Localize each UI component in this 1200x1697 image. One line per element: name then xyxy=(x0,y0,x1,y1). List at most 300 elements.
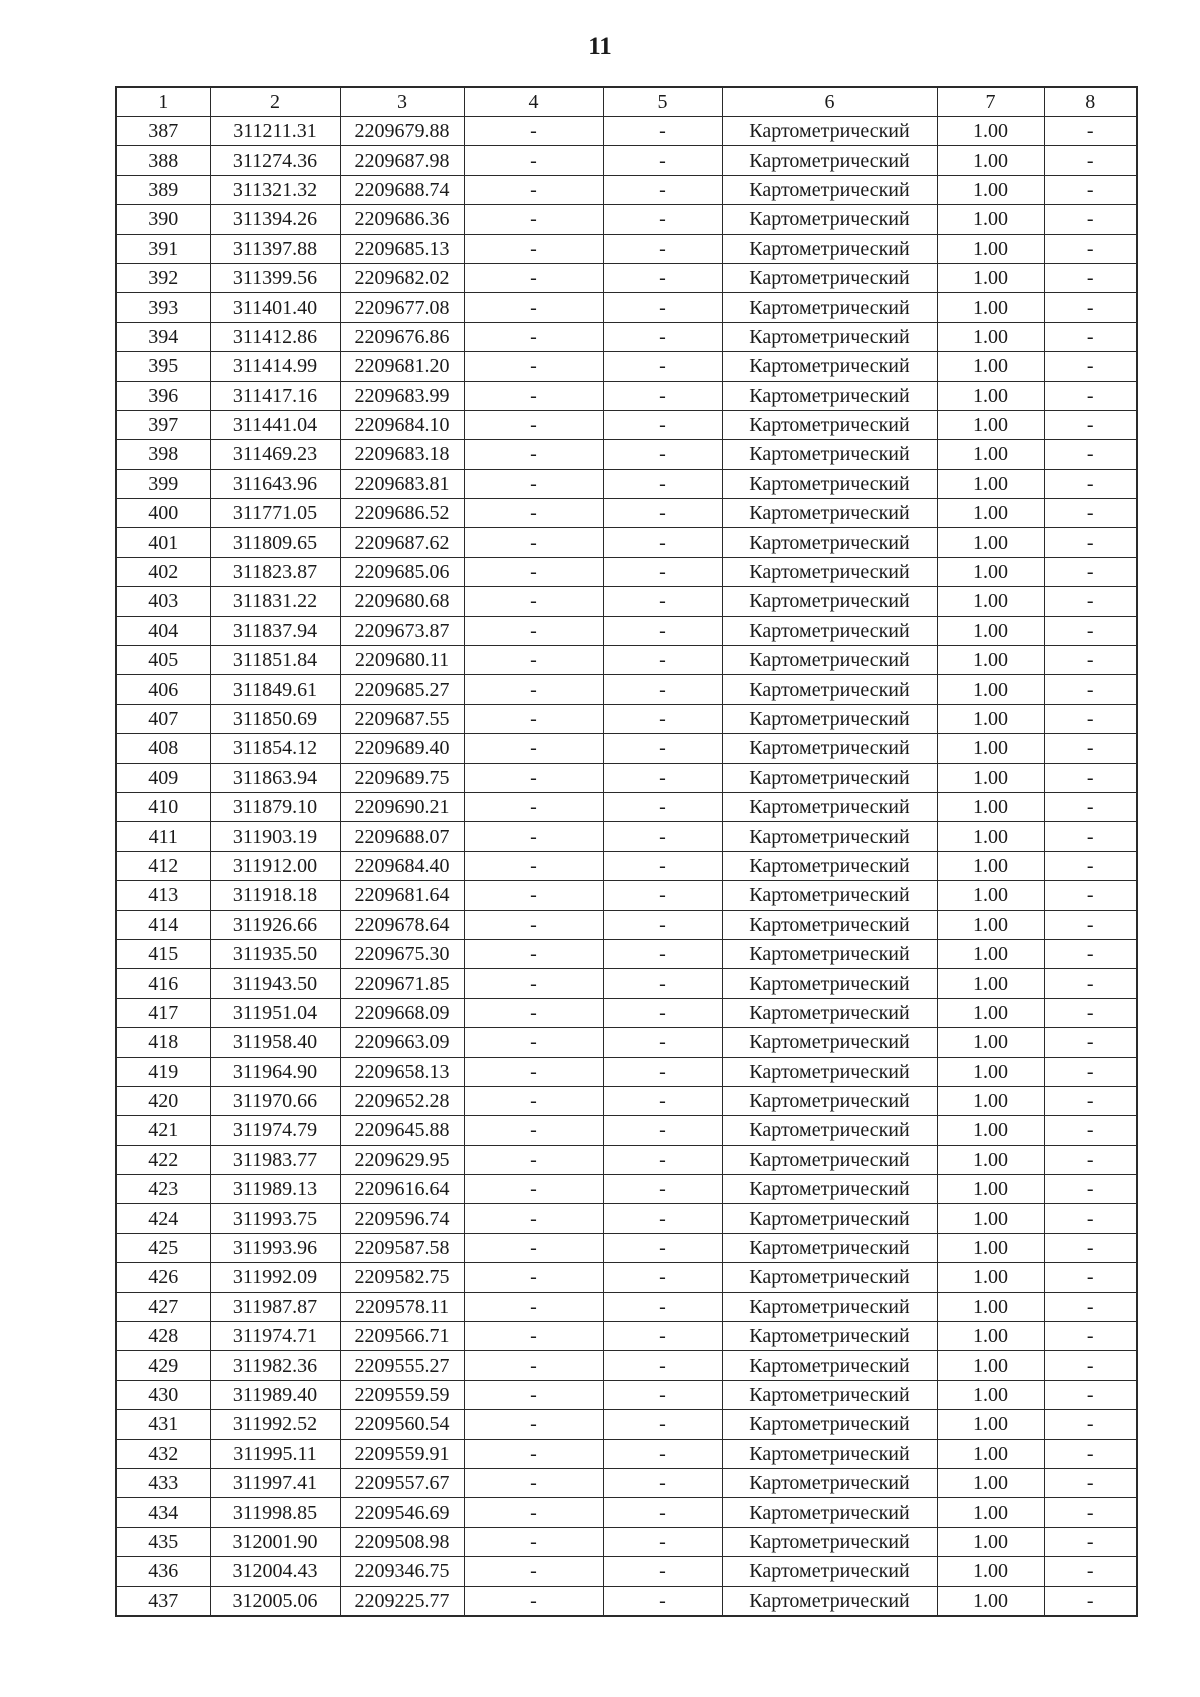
cell-method: Картометрический xyxy=(722,117,937,146)
cell-col-4: - xyxy=(464,881,603,910)
table-row xyxy=(116,352,1137,381)
cell-col-8: - xyxy=(1044,1028,1137,1057)
table-row xyxy=(116,293,1137,322)
cell-col-8: - xyxy=(1044,1498,1137,1527)
cell-col-4: - xyxy=(464,675,603,704)
cell-col-8: - xyxy=(1044,499,1137,528)
cell-col-8: - xyxy=(1044,763,1137,792)
cell-method: Картометрический xyxy=(722,1527,937,1556)
cell-method: Картометрический xyxy=(722,1468,937,1497)
cell-col-4: - xyxy=(464,440,603,469)
cell-x-coordinate: 311918.18 xyxy=(210,881,340,910)
cell-col-4: - xyxy=(464,322,603,351)
cell-col-5: - xyxy=(603,1204,722,1233)
cell-y-coordinate: 2209685.27 xyxy=(340,675,464,704)
cell-x-coordinate: 311417.16 xyxy=(210,381,340,410)
cell-method: Картометрический xyxy=(722,1204,937,1233)
cell-point-number: 425 xyxy=(116,1233,210,1262)
cell-col-5: - xyxy=(603,293,722,322)
cell-y-coordinate: 2209676.86 xyxy=(340,322,464,351)
cell-x-coordinate: 311998.85 xyxy=(210,1498,340,1527)
cell-y-coordinate: 2209671.85 xyxy=(340,969,464,998)
cell-accuracy: 1.00 xyxy=(937,939,1044,968)
cell-col-8: - xyxy=(1044,469,1137,498)
cell-x-coordinate: 311974.71 xyxy=(210,1322,340,1351)
cell-x-coordinate: 311982.36 xyxy=(210,1351,340,1380)
cell-x-coordinate: 311823.87 xyxy=(210,557,340,586)
cell-method: Картометрический xyxy=(722,146,937,175)
cell-col-5: - xyxy=(603,910,722,939)
cell-col-5: - xyxy=(603,1086,722,1115)
cell-col-8: - xyxy=(1044,704,1137,733)
table-row xyxy=(116,763,1137,792)
cell-point-number: 394 xyxy=(116,322,210,351)
cell-accuracy: 1.00 xyxy=(937,1439,1044,1468)
cell-y-coordinate: 2209690.21 xyxy=(340,792,464,821)
cell-col-4: - xyxy=(464,175,603,204)
cell-y-coordinate: 2209687.55 xyxy=(340,704,464,733)
cell-col-5: - xyxy=(603,410,722,439)
cell-method: Картометрический xyxy=(722,969,937,998)
cell-x-coordinate: 311771.05 xyxy=(210,499,340,528)
cell-accuracy: 1.00 xyxy=(937,1322,1044,1351)
cell-accuracy: 1.00 xyxy=(937,410,1044,439)
cell-col-8: - xyxy=(1044,881,1137,910)
cell-y-coordinate: 2209684.10 xyxy=(340,410,464,439)
column-header-2: 2 xyxy=(210,87,340,117)
cell-y-coordinate: 2209559.91 xyxy=(340,1439,464,1468)
cell-point-number: 414 xyxy=(116,910,210,939)
cell-y-coordinate: 2209681.20 xyxy=(340,352,464,381)
cell-col-8: - xyxy=(1044,1116,1137,1145)
cell-method: Картометрический xyxy=(722,763,937,792)
cell-col-8: - xyxy=(1044,293,1137,322)
cell-accuracy: 1.00 xyxy=(937,910,1044,939)
cell-y-coordinate: 2209557.67 xyxy=(340,1468,464,1497)
cell-col-5: - xyxy=(603,1292,722,1321)
cell-x-coordinate: 311809.65 xyxy=(210,528,340,557)
table-row xyxy=(116,263,1137,292)
table-row xyxy=(116,822,1137,851)
cell-x-coordinate: 311974.79 xyxy=(210,1116,340,1145)
cell-x-coordinate: 311441.04 xyxy=(210,410,340,439)
cell-x-coordinate: 312004.43 xyxy=(210,1557,340,1586)
page-number: 11 xyxy=(588,33,612,60)
cell-point-number: 421 xyxy=(116,1116,210,1145)
cell-point-number: 408 xyxy=(116,734,210,763)
cell-col-4: - xyxy=(464,763,603,792)
table-row xyxy=(116,969,1137,998)
cell-method: Картометрический xyxy=(722,1351,937,1380)
cell-col-4: - xyxy=(464,117,603,146)
cell-y-coordinate: 2209559.59 xyxy=(340,1380,464,1409)
cell-point-number: 422 xyxy=(116,1145,210,1174)
cell-x-coordinate: 311964.90 xyxy=(210,1057,340,1086)
cell-method: Картометрический xyxy=(722,1057,937,1086)
cell-point-number: 420 xyxy=(116,1086,210,1115)
cell-x-coordinate: 311993.96 xyxy=(210,1233,340,1262)
cell-method: Картометрический xyxy=(722,1116,937,1145)
cell-col-4: - xyxy=(464,1116,603,1145)
cell-col-5: - xyxy=(603,205,722,234)
cell-accuracy: 1.00 xyxy=(937,763,1044,792)
cell-x-coordinate: 311321.32 xyxy=(210,175,340,204)
cell-col-5: - xyxy=(603,1175,722,1204)
cell-col-8: - xyxy=(1044,440,1137,469)
table-row xyxy=(116,234,1137,263)
cell-col-5: - xyxy=(603,881,722,910)
table-row xyxy=(116,1468,1137,1497)
cell-x-coordinate: 311987.87 xyxy=(210,1292,340,1321)
table-row xyxy=(116,851,1137,880)
cell-accuracy: 1.00 xyxy=(937,1145,1044,1174)
cell-col-8: - xyxy=(1044,1557,1137,1586)
cell-y-coordinate: 2209687.62 xyxy=(340,528,464,557)
cell-y-coordinate: 2209546.69 xyxy=(340,1498,464,1527)
table-row xyxy=(116,734,1137,763)
cell-method: Картометрический xyxy=(722,1586,937,1616)
cell-accuracy: 1.00 xyxy=(937,1380,1044,1409)
cell-y-coordinate: 2209508.98 xyxy=(340,1527,464,1556)
cell-col-4: - xyxy=(464,293,603,322)
cell-method: Картометрический xyxy=(722,528,937,557)
cell-x-coordinate: 311851.84 xyxy=(210,646,340,675)
cell-y-coordinate: 2209686.52 xyxy=(340,499,464,528)
column-header-4: 4 xyxy=(464,87,603,117)
cell-method: Картометрический xyxy=(722,1322,937,1351)
table-row xyxy=(116,1586,1137,1616)
cell-x-coordinate: 311926.66 xyxy=(210,910,340,939)
cell-col-4: - xyxy=(464,969,603,998)
cell-y-coordinate: 2209346.75 xyxy=(340,1557,464,1586)
cell-col-4: - xyxy=(464,1028,603,1057)
cell-y-coordinate: 2209587.58 xyxy=(340,1233,464,1262)
cell-method: Картометрический xyxy=(722,1028,937,1057)
table-row xyxy=(116,1439,1137,1468)
cell-point-number: 399 xyxy=(116,469,210,498)
cell-col-4: - xyxy=(464,1263,603,1292)
cell-method: Картометрический xyxy=(722,1410,937,1439)
cell-accuracy: 1.00 xyxy=(937,1527,1044,1556)
cell-point-number: 396 xyxy=(116,381,210,410)
cell-col-4: - xyxy=(464,1233,603,1262)
cell-point-number: 397 xyxy=(116,410,210,439)
table-row xyxy=(116,1380,1137,1409)
cell-x-coordinate: 311414.99 xyxy=(210,352,340,381)
cell-col-8: - xyxy=(1044,1086,1137,1115)
cell-x-coordinate: 311401.40 xyxy=(210,293,340,322)
cell-y-coordinate: 2209578.11 xyxy=(340,1292,464,1321)
cell-col-8: - xyxy=(1044,234,1137,263)
cell-point-number: 393 xyxy=(116,293,210,322)
cell-method: Картометрический xyxy=(722,1498,937,1527)
cell-accuracy: 1.00 xyxy=(937,675,1044,704)
cell-point-number: 404 xyxy=(116,616,210,645)
cell-y-coordinate: 2209689.75 xyxy=(340,763,464,792)
cell-accuracy: 1.00 xyxy=(937,175,1044,204)
table-row xyxy=(116,646,1137,675)
cell-col-8: - xyxy=(1044,205,1137,234)
column-header-5: 5 xyxy=(603,87,722,117)
cell-method: Картометрический xyxy=(722,499,937,528)
table-row xyxy=(116,381,1137,410)
cell-accuracy: 1.00 xyxy=(937,1057,1044,1086)
cell-col-5: - xyxy=(603,528,722,557)
cell-y-coordinate: 2209683.18 xyxy=(340,440,464,469)
cell-col-5: - xyxy=(603,969,722,998)
cell-point-number: 410 xyxy=(116,792,210,821)
column-header-7: 7 xyxy=(937,87,1044,117)
cell-point-number: 402 xyxy=(116,557,210,586)
cell-y-coordinate: 2209678.64 xyxy=(340,910,464,939)
cell-x-coordinate: 311989.40 xyxy=(210,1380,340,1409)
cell-method: Картометрический xyxy=(722,352,937,381)
cell-x-coordinate: 311397.88 xyxy=(210,234,340,263)
cell-col-4: - xyxy=(464,1322,603,1351)
cell-point-number: 419 xyxy=(116,1057,210,1086)
cell-col-5: - xyxy=(603,675,722,704)
table-row xyxy=(116,1322,1137,1351)
cell-point-number: 405 xyxy=(116,646,210,675)
cell-x-coordinate: 311854.12 xyxy=(210,734,340,763)
cell-method: Картометрический xyxy=(722,1145,937,1174)
cell-col-4: - xyxy=(464,734,603,763)
cell-point-number: 409 xyxy=(116,763,210,792)
cell-y-coordinate: 2209645.88 xyxy=(340,1116,464,1145)
cell-accuracy: 1.00 xyxy=(937,234,1044,263)
cell-col-4: - xyxy=(464,939,603,968)
cell-method: Картометрический xyxy=(722,234,937,263)
cell-y-coordinate: 2209683.81 xyxy=(340,469,464,498)
cell-method: Картометрический xyxy=(722,1292,937,1321)
cell-col-4: - xyxy=(464,1586,603,1616)
cell-x-coordinate: 311849.61 xyxy=(210,675,340,704)
cell-x-coordinate: 312005.06 xyxy=(210,1586,340,1616)
cell-method: Картометрический xyxy=(722,910,937,939)
cell-col-5: - xyxy=(603,322,722,351)
cell-accuracy: 1.00 xyxy=(937,1204,1044,1233)
cell-accuracy: 1.00 xyxy=(937,499,1044,528)
cell-y-coordinate: 2209688.07 xyxy=(340,822,464,851)
cell-y-coordinate: 2209683.99 xyxy=(340,381,464,410)
cell-x-coordinate: 311211.31 xyxy=(210,117,340,146)
coordinates-table xyxy=(115,86,1138,1617)
cell-x-coordinate: 311989.13 xyxy=(210,1175,340,1204)
cell-point-number: 400 xyxy=(116,499,210,528)
cell-method: Картометрический xyxy=(722,792,937,821)
cell-y-coordinate: 2209687.98 xyxy=(340,146,464,175)
cell-accuracy: 1.00 xyxy=(937,587,1044,616)
column-header-8: 8 xyxy=(1044,87,1137,117)
cell-col-5: - xyxy=(603,557,722,586)
cell-accuracy: 1.00 xyxy=(937,1410,1044,1439)
cell-col-4: - xyxy=(464,1351,603,1380)
cell-col-4: - xyxy=(464,587,603,616)
cell-point-number: 412 xyxy=(116,851,210,880)
cell-accuracy: 1.00 xyxy=(937,352,1044,381)
cell-accuracy: 1.00 xyxy=(937,1028,1044,1057)
cell-point-number: 398 xyxy=(116,440,210,469)
cell-point-number: 435 xyxy=(116,1527,210,1556)
cell-point-number: 417 xyxy=(116,998,210,1027)
cell-col-5: - xyxy=(603,1557,722,1586)
cell-x-coordinate: 311995.11 xyxy=(210,1439,340,1468)
cell-point-number: 428 xyxy=(116,1322,210,1351)
cell-col-8: - xyxy=(1044,1263,1137,1292)
cell-accuracy: 1.00 xyxy=(937,1557,1044,1586)
cell-y-coordinate: 2209688.74 xyxy=(340,175,464,204)
cell-x-coordinate: 311863.94 xyxy=(210,763,340,792)
table-row xyxy=(116,1028,1137,1057)
table-row xyxy=(116,410,1137,439)
cell-accuracy: 1.00 xyxy=(937,1233,1044,1262)
cell-accuracy: 1.00 xyxy=(937,146,1044,175)
table-row xyxy=(116,587,1137,616)
cell-col-8: - xyxy=(1044,1322,1137,1351)
cell-method: Картометрический xyxy=(722,1380,937,1409)
cell-point-number: 431 xyxy=(116,1410,210,1439)
table-row xyxy=(116,440,1137,469)
table-row xyxy=(116,117,1137,146)
cell-col-8: - xyxy=(1044,263,1137,292)
cell-method: Картометрический xyxy=(722,734,937,763)
cell-col-5: - xyxy=(603,998,722,1027)
cell-col-5: - xyxy=(603,792,722,821)
cell-col-4: - xyxy=(464,1380,603,1409)
cell-y-coordinate: 2209566.71 xyxy=(340,1322,464,1351)
cell-col-4: - xyxy=(464,146,603,175)
cell-col-8: - xyxy=(1044,822,1137,851)
table-row xyxy=(116,1410,1137,1439)
cell-method: Картометрический xyxy=(722,851,937,880)
table-row xyxy=(116,616,1137,645)
cell-y-coordinate: 2209689.40 xyxy=(340,734,464,763)
cell-point-number: 416 xyxy=(116,969,210,998)
cell-col-8: - xyxy=(1044,1351,1137,1380)
cell-y-coordinate: 2209685.06 xyxy=(340,557,464,586)
cell-col-4: - xyxy=(464,1527,603,1556)
cell-point-number: 389 xyxy=(116,175,210,204)
cell-col-4: - xyxy=(464,1204,603,1233)
cell-point-number: 403 xyxy=(116,587,210,616)
cell-accuracy: 1.00 xyxy=(937,851,1044,880)
cell-point-number: 387 xyxy=(116,117,210,146)
cell-col-4: - xyxy=(464,1468,603,1497)
cell-x-coordinate: 311274.36 xyxy=(210,146,340,175)
cell-col-8: - xyxy=(1044,587,1137,616)
cell-point-number: 437 xyxy=(116,1586,210,1616)
cell-accuracy: 1.00 xyxy=(937,263,1044,292)
cell-x-coordinate: 311993.75 xyxy=(210,1204,340,1233)
cell-col-5: - xyxy=(603,263,722,292)
cell-method: Картометрический xyxy=(722,675,937,704)
cell-col-8: - xyxy=(1044,939,1137,968)
cell-col-5: - xyxy=(603,352,722,381)
table-row xyxy=(116,910,1137,939)
cell-x-coordinate: 311983.77 xyxy=(210,1145,340,1174)
cell-col-4: - xyxy=(464,557,603,586)
cell-col-5: - xyxy=(603,1263,722,1292)
cell-accuracy: 1.00 xyxy=(937,1351,1044,1380)
cell-point-number: 426 xyxy=(116,1263,210,1292)
cell-accuracy: 1.00 xyxy=(937,1586,1044,1616)
table-row xyxy=(116,675,1137,704)
cell-method: Картометрический xyxy=(722,1086,937,1115)
cell-accuracy: 1.00 xyxy=(937,734,1044,763)
cell-y-coordinate: 2209681.64 xyxy=(340,881,464,910)
cell-method: Картометрический xyxy=(722,822,937,851)
cell-col-8: - xyxy=(1044,381,1137,410)
cell-col-4: - xyxy=(464,1498,603,1527)
cell-col-5: - xyxy=(603,1057,722,1086)
table-row xyxy=(116,322,1137,351)
cell-col-4: - xyxy=(464,205,603,234)
table-row xyxy=(116,998,1137,1027)
cell-accuracy: 1.00 xyxy=(937,1468,1044,1497)
cell-point-number: 429 xyxy=(116,1351,210,1380)
cell-accuracy: 1.00 xyxy=(937,469,1044,498)
cell-point-number: 432 xyxy=(116,1439,210,1468)
cell-col-5: - xyxy=(603,704,722,733)
cell-col-4: - xyxy=(464,528,603,557)
cell-x-coordinate: 312001.90 xyxy=(210,1527,340,1556)
cell-col-5: - xyxy=(603,616,722,645)
cell-accuracy: 1.00 xyxy=(937,205,1044,234)
cell-method: Картометрический xyxy=(722,1557,937,1586)
cell-accuracy: 1.00 xyxy=(937,322,1044,351)
cell-col-5: - xyxy=(603,851,722,880)
table-row xyxy=(116,469,1137,498)
cell-point-number: 395 xyxy=(116,352,210,381)
cell-x-coordinate: 311879.10 xyxy=(210,792,340,821)
cell-x-coordinate: 311935.50 xyxy=(210,939,340,968)
table-row xyxy=(116,704,1137,733)
cell-point-number: 418 xyxy=(116,1028,210,1057)
cell-col-5: - xyxy=(603,646,722,675)
cell-y-coordinate: 2209652.28 xyxy=(340,1086,464,1115)
cell-method: Картометрический xyxy=(722,704,937,733)
cell-col-8: - xyxy=(1044,1380,1137,1409)
cell-col-5: - xyxy=(603,1116,722,1145)
cell-point-number: 424 xyxy=(116,1204,210,1233)
cell-point-number: 390 xyxy=(116,205,210,234)
cell-y-coordinate: 2209560.54 xyxy=(340,1410,464,1439)
cell-accuracy: 1.00 xyxy=(937,704,1044,733)
table-header-row xyxy=(116,87,1137,117)
cell-x-coordinate: 311903.19 xyxy=(210,822,340,851)
cell-method: Картометрический xyxy=(722,205,937,234)
cell-col-8: - xyxy=(1044,969,1137,998)
cell-col-4: - xyxy=(464,1057,603,1086)
table-row xyxy=(116,792,1137,821)
cell-col-8: - xyxy=(1044,998,1137,1027)
column-header-1: 1 xyxy=(116,87,210,117)
cell-y-coordinate: 2209658.13 xyxy=(340,1057,464,1086)
cell-col-8: - xyxy=(1044,616,1137,645)
table-row xyxy=(116,881,1137,910)
cell-col-4: - xyxy=(464,381,603,410)
cell-col-5: - xyxy=(603,1498,722,1527)
cell-accuracy: 1.00 xyxy=(937,616,1044,645)
cell-accuracy: 1.00 xyxy=(937,557,1044,586)
cell-col-8: - xyxy=(1044,1586,1137,1616)
cell-col-5: - xyxy=(603,1410,722,1439)
cell-y-coordinate: 2209680.11 xyxy=(340,646,464,675)
cell-col-8: - xyxy=(1044,322,1137,351)
cell-col-4: - xyxy=(464,851,603,880)
table-row xyxy=(116,1057,1137,1086)
cell-point-number: 411 xyxy=(116,822,210,851)
